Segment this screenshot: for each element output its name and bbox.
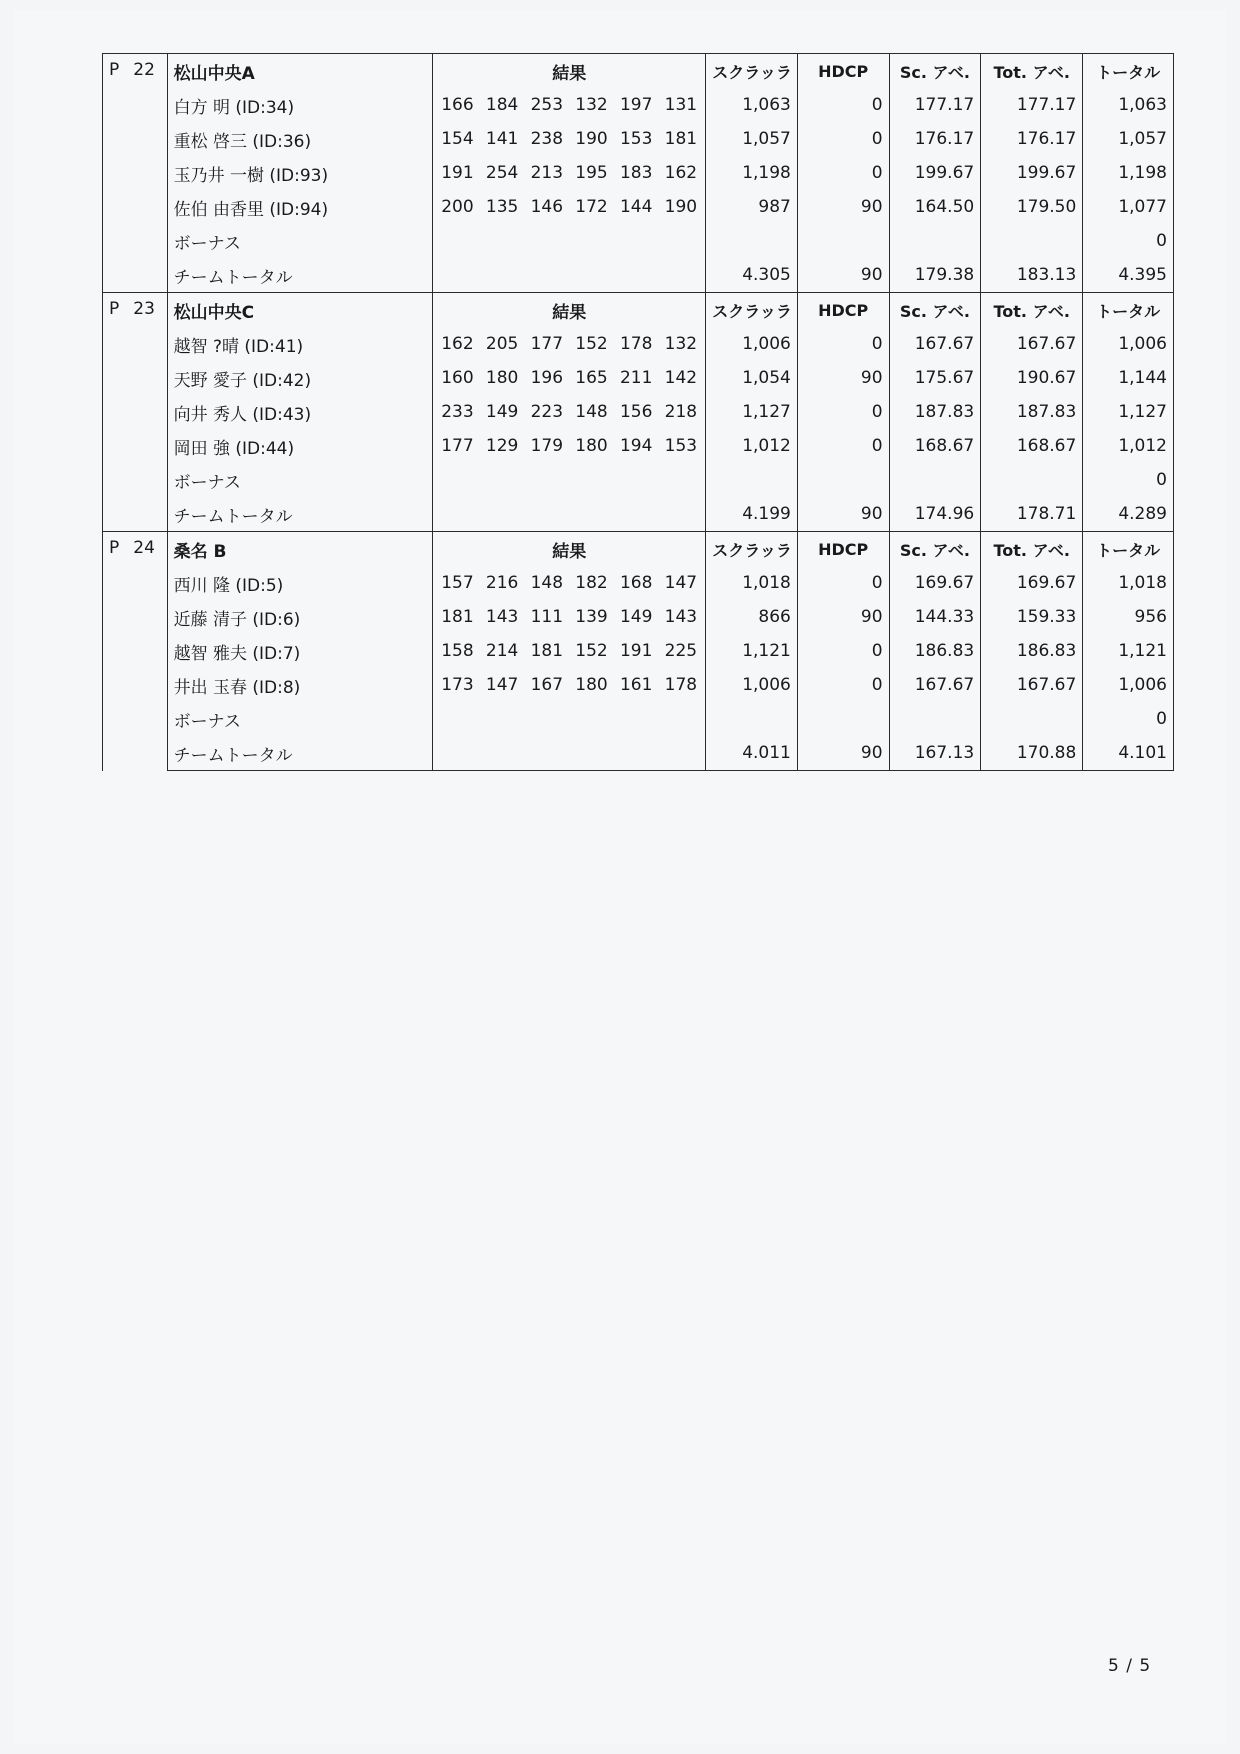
document-page [14,10,1226,1744]
game-score: 177 [530,334,564,354]
member-tot-ave: 167.67 [981,668,1083,702]
member-total: 1,198 [1083,156,1174,190]
game-score: 196 [530,368,564,388]
empty-cell [889,702,981,736]
game-score: 132 [664,334,698,354]
member-sc-ave: 167.67 [889,327,981,361]
member-sc-ave: 186.83 [889,634,981,668]
game-score: 238 [530,129,564,149]
game-score: 214 [485,641,519,661]
sc-ave-header: Sc. アベ. [889,54,981,89]
member-sc-ave: 167.67 [889,668,981,702]
game-score: 223 [530,402,564,422]
total-header: トータル [1083,293,1174,328]
game-score: 254 [485,163,519,183]
member-games [433,190,706,224]
total-header: トータル [1083,532,1174,567]
game-score: 153 [619,129,653,149]
game-score: 180 [485,368,519,388]
empty-cell [797,463,889,497]
member-scratch: 1,012 [706,429,798,463]
member-tot-ave: 199.67 [981,156,1083,190]
member-row [103,190,1174,224]
member-hdcp: 0 [797,566,889,600]
member-row [103,122,1174,156]
team-number: 23 [133,299,155,319]
scratch-header: スクラッラ [706,293,798,328]
empty-cell [981,463,1083,497]
game-score: 194 [619,436,653,456]
member-games [433,668,706,702]
game-score: 152 [575,334,608,354]
game-score: 181 [530,641,564,661]
team-total-sc-ave: 167.13 [889,736,981,771]
scratch-header: スクラッラ [706,532,798,567]
game-score: 139 [575,607,608,627]
member-scratch: 1,006 [706,668,798,702]
member-total: 1,018 [1083,566,1174,600]
member-tot-ave: 190.67 [981,361,1083,395]
member-hdcp: 0 [797,634,889,668]
empty-cell [797,702,889,736]
member-scratch: 1,121 [706,634,798,668]
member-total: 1,127 [1083,395,1174,429]
game-score: 157 [441,573,474,593]
empty-cell [889,224,981,258]
member-hdcp: 0 [797,88,889,122]
member-hdcp: 0 [797,395,889,429]
member-games [433,429,706,463]
team-number: 22 [133,60,155,80]
game-score: 167 [530,675,564,695]
empty-cell [797,224,889,258]
empty-cell [433,463,706,497]
game-score: 166 [441,95,474,115]
team-total-total: 4.101 [1083,736,1174,771]
game-score: 184 [485,95,519,115]
team-total-scratch: 4.199 [706,497,798,532]
empty-cell [981,224,1083,258]
member-scratch: 1,127 [706,395,798,429]
member-games [433,122,706,156]
empty-cell [433,702,706,736]
team-total-total: 4.289 [1083,497,1174,532]
member-name: 西川 隆 (ID:5) [167,566,433,600]
game-score: 129 [485,436,519,456]
member-row [103,634,1174,668]
game-score: 182 [575,573,608,593]
game-score: 149 [485,402,519,422]
team-total-row [103,497,1174,532]
bonus-label: ボーナス [167,224,433,258]
tot-ave-header: Tot. アベ. [981,293,1083,328]
team-total-tot-ave: 183.13 [981,258,1083,293]
team-total-scratch: 4.011 [706,736,798,771]
member-name: 向井 秀人 (ID:43) [167,395,433,429]
member-tot-ave: 176.17 [981,122,1083,156]
team-name: 松山中央C [167,293,433,328]
game-score: 158 [441,641,474,661]
member-total: 1,006 [1083,668,1174,702]
game-scores [439,402,699,422]
member-scratch: 1,063 [706,88,798,122]
member-games [433,395,706,429]
game-score: 180 [575,675,608,695]
game-score: 200 [441,197,474,217]
member-total: 1,121 [1083,634,1174,668]
game-score: 177 [441,436,474,456]
member-hdcp: 90 [797,361,889,395]
game-scores [439,334,699,354]
game-score: 191 [619,641,653,661]
team-total-total: 4.395 [1083,258,1174,293]
game-score: 165 [575,368,608,388]
member-row [103,600,1174,634]
game-scores [439,95,699,115]
game-score: 197 [619,95,653,115]
member-sc-ave: 144.33 [889,600,981,634]
member-sc-ave: 176.17 [889,122,981,156]
member-sc-ave: 199.67 [889,156,981,190]
member-tot-ave: 169.67 [981,566,1083,600]
member-sc-ave: 164.50 [889,190,981,224]
sc-ave-header: Sc. アベ. [889,293,981,328]
result-header: 結果 [433,532,706,567]
game-score: 181 [664,129,698,149]
game-score: 218 [664,402,698,422]
game-score: 178 [664,675,698,695]
member-sc-ave: 175.67 [889,361,981,395]
member-row [103,668,1174,702]
member-total: 1,057 [1083,122,1174,156]
game-score: 191 [441,163,474,183]
team-total-label: チームトータル [167,736,433,771]
member-games [433,566,706,600]
member-name: 越智 雅夫 (ID:7) [167,634,433,668]
member-total: 1,012 [1083,429,1174,463]
member-tot-ave: 177.17 [981,88,1083,122]
team-total-hdcp: 90 [797,497,889,532]
bonus-total: 0 [1083,224,1174,258]
game-scores [439,675,699,695]
bonus-total: 0 [1083,702,1174,736]
game-scores [439,436,699,456]
empty-cell [433,224,706,258]
member-row [103,566,1174,600]
member-tot-ave: 179.50 [981,190,1083,224]
game-score: 143 [664,607,698,627]
member-scratch: 1,018 [706,566,798,600]
member-sc-ave: 169.67 [889,566,981,600]
game-score: 213 [530,163,564,183]
empty-cell [433,258,706,293]
team-header-row [103,293,1174,328]
results-body [103,54,1174,771]
member-scratch: 1,057 [706,122,798,156]
member-tot-ave: 159.33 [981,600,1083,634]
member-row [103,88,1174,122]
team-total-tot-ave: 178.71 [981,497,1083,532]
member-total: 1,144 [1083,361,1174,395]
member-sc-ave: 168.67 [889,429,981,463]
member-scratch: 1,006 [706,327,798,361]
bonus-label: ボーナス [167,702,433,736]
result-header: 結果 [433,293,706,328]
bonus-row [103,224,1174,258]
tot-ave-header: Tot. アベ. [981,532,1083,567]
game-score: 156 [619,402,653,422]
results-table [102,53,1174,771]
game-scores [439,197,699,217]
game-score: 147 [485,675,519,695]
total-header: トータル [1083,54,1174,89]
member-total: 1,063 [1083,88,1174,122]
hdcp-header: HDCP [797,293,889,328]
game-score: 141 [485,129,519,149]
member-tot-ave: 168.67 [981,429,1083,463]
empty-cell [981,702,1083,736]
game-score: 190 [575,129,608,149]
page-number: 5 / 5 [1108,1656,1152,1676]
game-score: 162 [441,334,474,354]
member-name: 岡田 強 (ID:44) [167,429,433,463]
member-total: 1,006 [1083,327,1174,361]
member-tot-ave: 186.83 [981,634,1083,668]
team-header-row [103,532,1174,567]
game-score: 111 [530,607,564,627]
game-scores [439,129,699,149]
member-scratch: 1,054 [706,361,798,395]
team-total-label: チームトータル [167,258,433,293]
game-score: 216 [485,573,519,593]
team-p-cell [103,54,168,293]
member-scratch: 866 [706,600,798,634]
member-name: 重松 啓三 (ID:36) [167,122,433,156]
game-scores [439,368,699,388]
game-score: 148 [575,402,608,422]
member-name: 天野 愛子 (ID:42) [167,361,433,395]
member-games [433,634,706,668]
team-total-tot-ave: 170.88 [981,736,1083,771]
member-row [103,395,1174,429]
team-name: 松山中央A [167,54,433,89]
hdcp-header: HDCP [797,532,889,567]
game-score: 168 [619,573,653,593]
game-score: 211 [619,368,653,388]
sc-ave-header: Sc. アベ. [889,532,981,567]
team-total-hdcp: 90 [797,736,889,771]
bonus-total: 0 [1083,463,1174,497]
member-games [433,600,706,634]
member-total: 1,077 [1083,190,1174,224]
member-tot-ave: 167.67 [981,327,1083,361]
team-total-scratch: 4.305 [706,258,798,293]
member-sc-ave: 187.83 [889,395,981,429]
game-score: 233 [441,402,474,422]
team-total-sc-ave: 174.96 [889,497,981,532]
game-score: 179 [530,436,564,456]
game-score: 160 [441,368,474,388]
member-hdcp: 0 [797,122,889,156]
member-name: 佐伯 由香里 (ID:94) [167,190,433,224]
empty-cell [706,702,798,736]
member-row [103,156,1174,190]
member-hdcp: 0 [797,327,889,361]
game-score: 146 [530,197,564,217]
team-total-label: チームトータル [167,497,433,532]
member-row [103,327,1174,361]
member-games [433,361,706,395]
game-score: 135 [485,197,519,217]
game-scores [439,573,699,593]
result-header: 結果 [433,54,706,89]
team-p-label: P [109,60,120,80]
game-score: 172 [575,197,608,217]
game-score: 180 [575,436,608,456]
member-name: 井出 玉春 (ID:8) [167,668,433,702]
member-name: 近藤 清子 (ID:6) [167,600,433,634]
member-hdcp: 0 [797,668,889,702]
member-total: 956 [1083,600,1174,634]
game-score: 148 [530,573,564,593]
member-hdcp: 90 [797,190,889,224]
bonus-row [103,702,1174,736]
game-score: 173 [441,675,474,695]
game-scores [439,641,699,661]
game-score: 190 [664,197,698,217]
member-row [103,361,1174,395]
member-sc-ave: 177.17 [889,88,981,122]
empty-cell [889,463,981,497]
member-games [433,156,706,190]
game-score: 253 [530,95,564,115]
team-total-row [103,258,1174,293]
team-p-label: P [109,538,120,558]
team-total-hdcp: 90 [797,258,889,293]
game-scores [439,163,699,183]
game-score: 154 [441,129,474,149]
team-total-row [103,736,1174,771]
team-name: 桑名 B [167,532,433,567]
member-games [433,88,706,122]
team-p-cell [103,532,168,771]
game-score: 143 [485,607,519,627]
tot-ave-header: Tot. アベ. [981,54,1083,89]
member-hdcp: 0 [797,429,889,463]
empty-cell [433,497,706,532]
game-score: 142 [664,368,698,388]
game-score: 183 [619,163,653,183]
member-scratch: 1,198 [706,156,798,190]
game-scores [439,607,699,627]
member-row [103,429,1174,463]
game-score: 153 [664,436,698,456]
member-hdcp: 0 [797,156,889,190]
team-number: 24 [133,538,155,558]
game-score: 152 [575,641,608,661]
game-score: 161 [619,675,653,695]
team-p-cell [103,293,168,532]
team-p-label: P [109,299,120,319]
game-score: 195 [575,163,608,183]
member-hdcp: 90 [797,600,889,634]
empty-cell [706,224,798,258]
member-name: 白方 明 (ID:34) [167,88,433,122]
empty-cell [433,736,706,771]
team-header-row [103,54,1174,89]
scratch-header: スクラッラ [706,54,798,89]
member-scratch: 987 [706,190,798,224]
member-name: 玉乃井 一樹 (ID:93) [167,156,433,190]
team-total-sc-ave: 179.38 [889,258,981,293]
empty-cell [706,463,798,497]
game-score: 131 [664,95,698,115]
member-tot-ave: 187.83 [981,395,1083,429]
game-score: 205 [485,334,519,354]
member-name: 越智 ?晴 (ID:41) [167,327,433,361]
game-score: 132 [575,95,608,115]
game-score: 178 [619,334,653,354]
bonus-label: ボーナス [167,463,433,497]
bonus-row [103,463,1174,497]
game-score: 181 [441,607,474,627]
game-score: 144 [619,197,653,217]
game-score: 149 [619,607,653,627]
hdcp-header: HDCP [797,54,889,89]
game-score: 147 [664,573,698,593]
member-games [433,327,706,361]
game-score: 162 [664,163,698,183]
game-score: 225 [664,641,698,661]
